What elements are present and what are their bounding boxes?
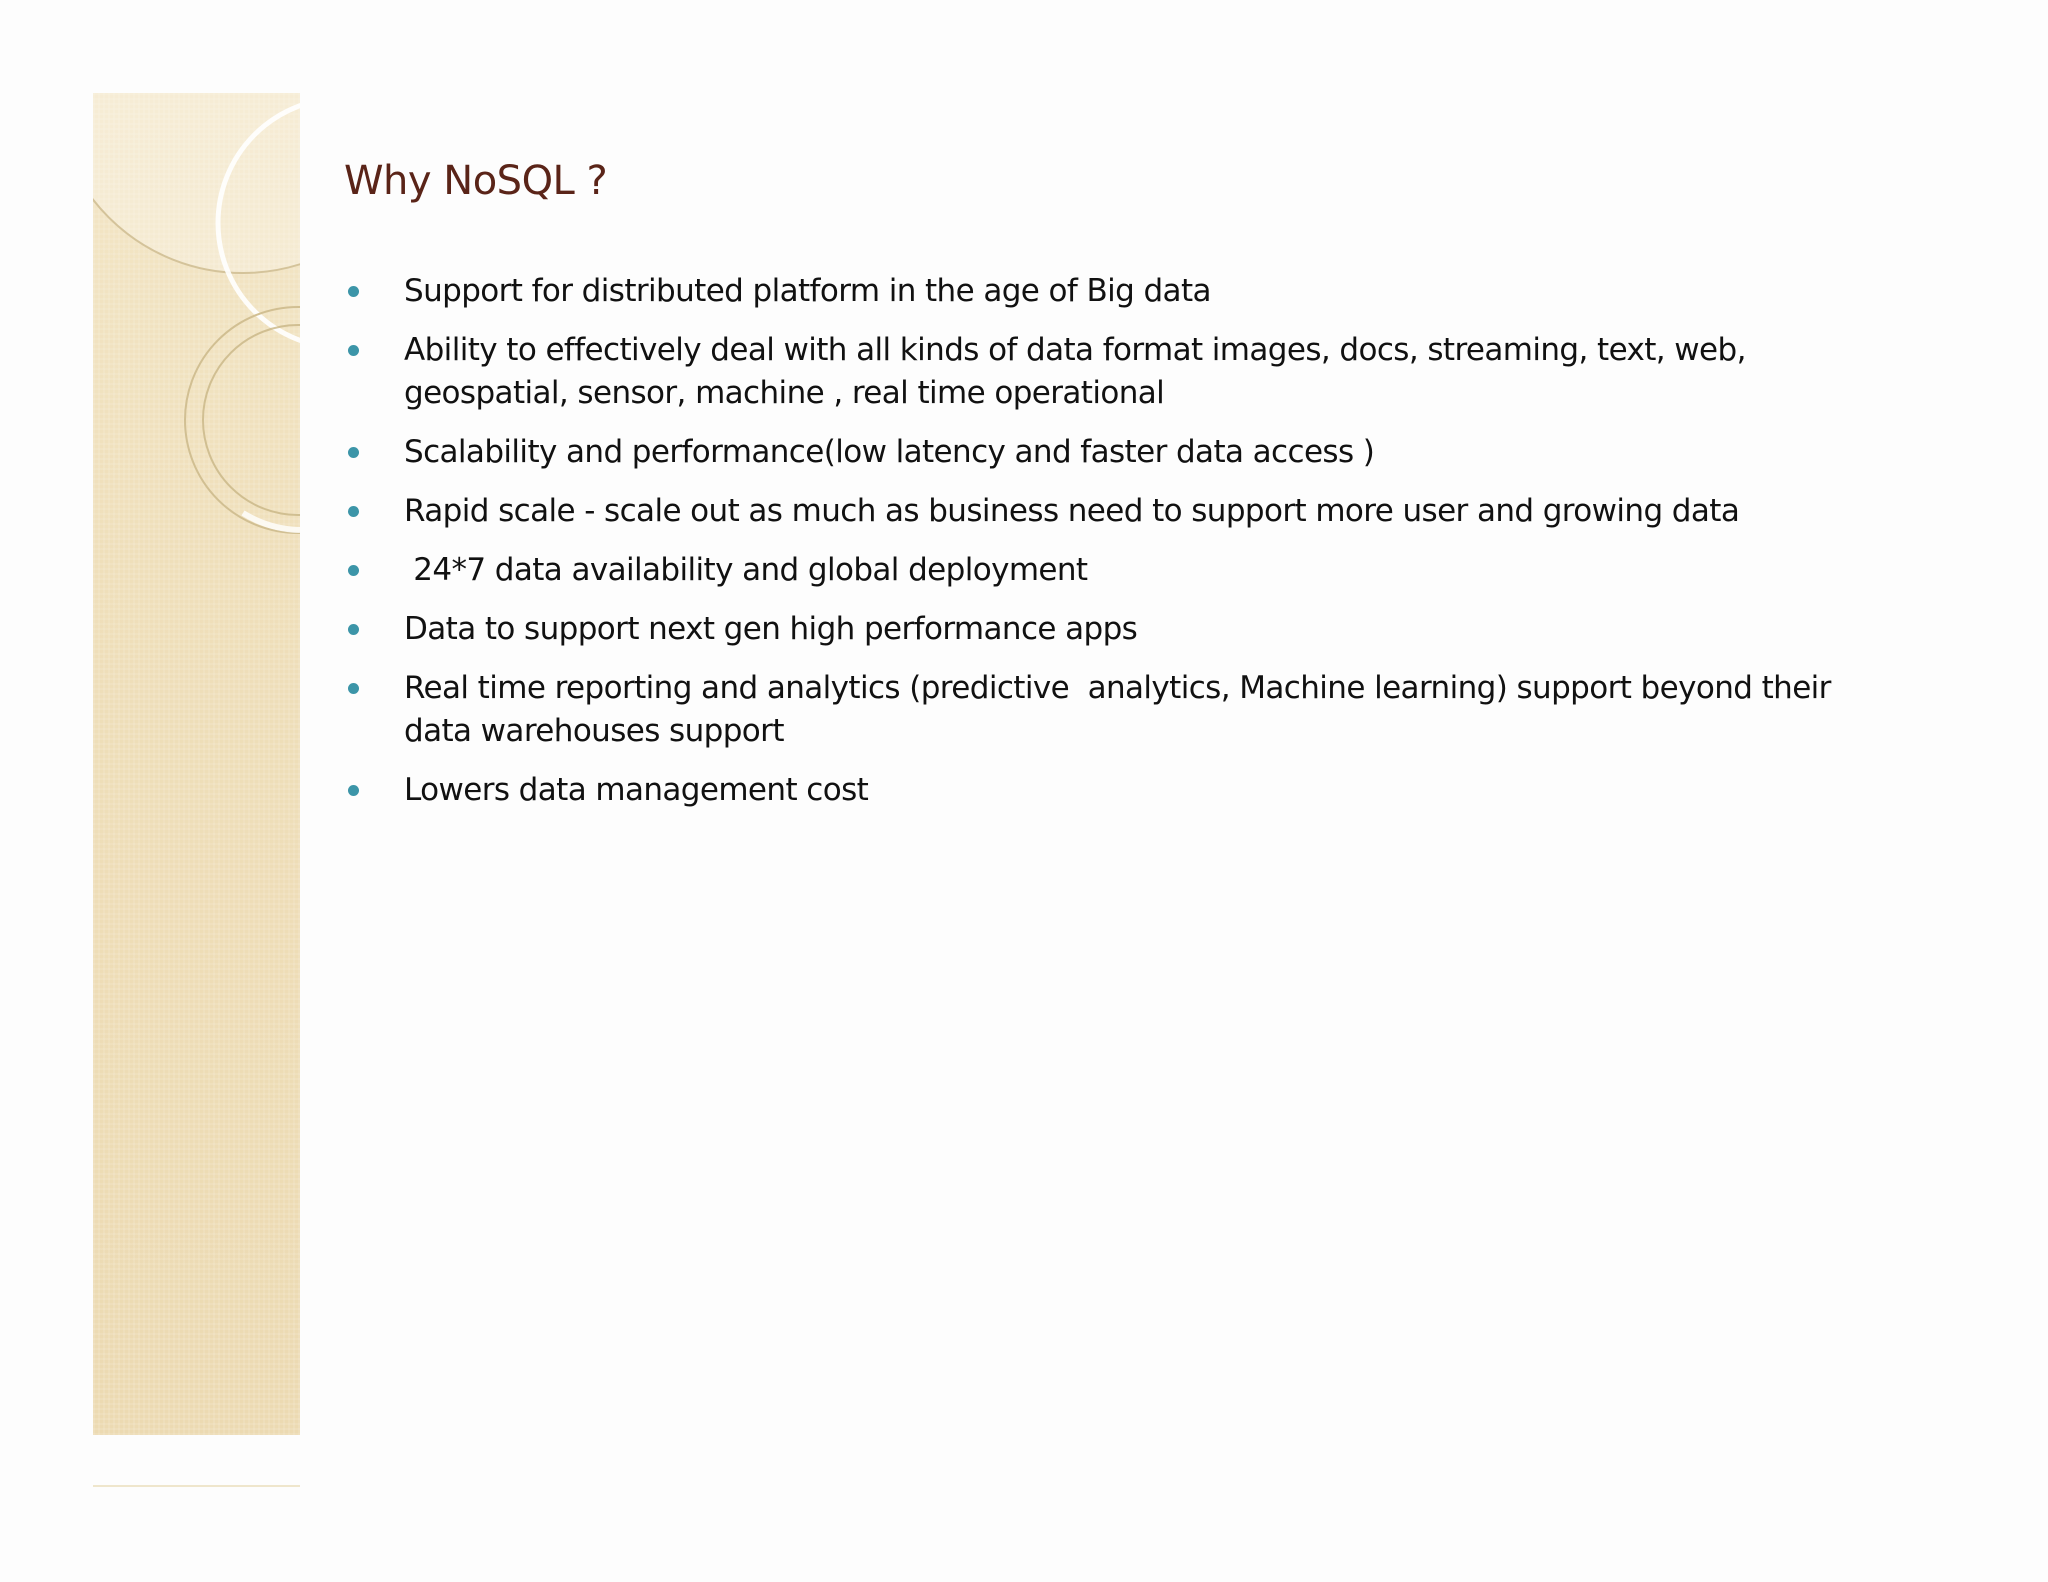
bullet-text: Scalability and performance(low latency and faster data access ) [404, 434, 1375, 470]
bullet-text: Data to support next gen high performance apps [404, 611, 1138, 647]
bullet-list [344, 270, 1884, 828]
bullet-dot-icon [348, 286, 359, 297]
band-divider [93, 1485, 300, 1487]
bullet-dot-icon [348, 624, 359, 635]
circles-decoration [93, 93, 300, 1435]
bullet-dot-icon [348, 345, 359, 356]
bullet-item [344, 549, 1884, 592]
slide-title: Why NoSQL ? [344, 158, 608, 204]
bullet-dot-icon [348, 683, 359, 694]
bullet-dot-icon [348, 785, 359, 796]
bullet-item [344, 667, 1884, 753]
bullet-item [344, 608, 1884, 651]
bullet-text: 24*7 data availability and global deployment [404, 552, 1088, 588]
bullet-item [344, 270, 1884, 313]
decorative-side-band [93, 93, 300, 1435]
bullet-text: Ability to effectively deal with all kinds of data format images, docs, streaming, text, web, geospatial, sensor, machine , real time operational [404, 332, 1746, 411]
bullet-dot-icon [348, 447, 359, 458]
bullet-text: Rapid scale - scale out as much as business need to support more user and growing data [404, 493, 1740, 529]
bullet-item [344, 769, 1884, 812]
bullet-dot-icon [348, 506, 359, 517]
bullet-text: Lowers data management cost [404, 772, 869, 808]
bullet-item [344, 490, 1884, 533]
bullet-item [344, 431, 1884, 474]
bullet-text: Support for distributed platform in the age of Big data [404, 273, 1211, 309]
bullet-dot-icon [348, 565, 359, 576]
bullet-item [344, 329, 1884, 415]
bullet-text: Real time reporting and analytics (predictive analytics, Machine learning) support beyond their data warehouses support [404, 670, 1841, 749]
